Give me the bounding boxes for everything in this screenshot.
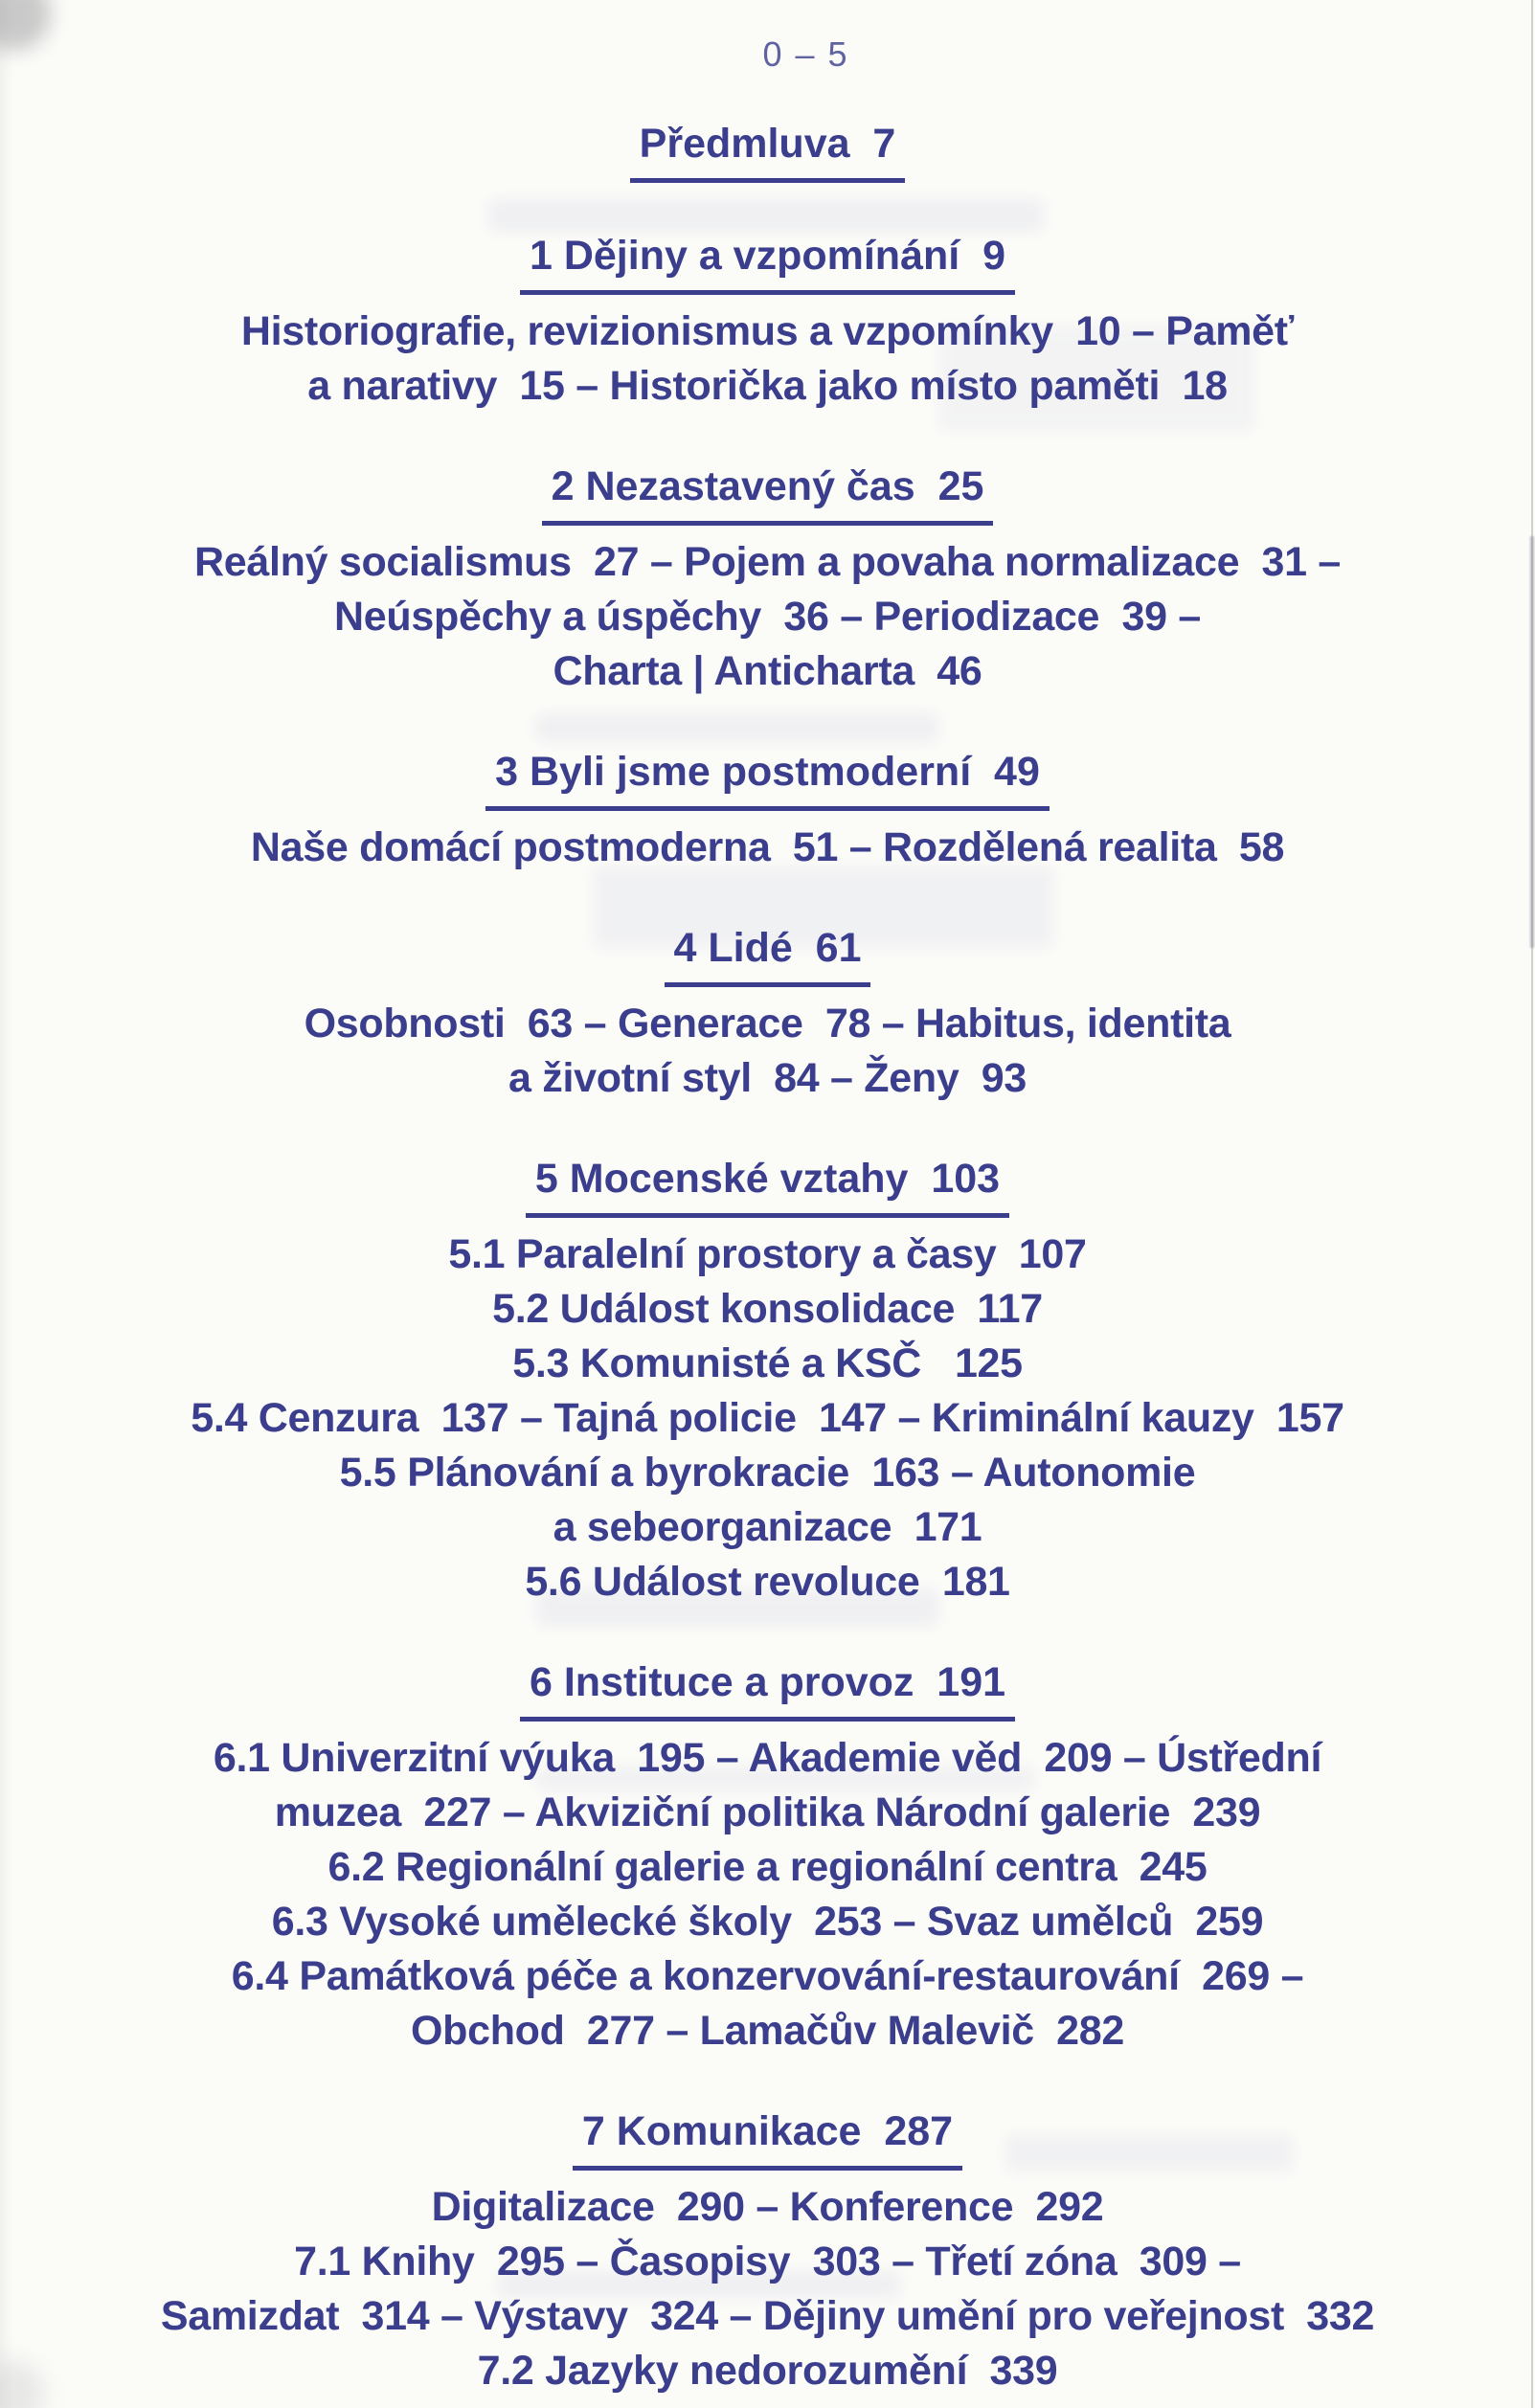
table-of-contents [0,117,1535,2398]
toc-section [0,1655,1535,2059]
toc-entry-line: Historiografie, revizionismus a vzpomínky 10 – Paměť [240,308,1295,354]
toc-entry-line: a sebeorganizace 171 [553,1504,982,1550]
toc-entry-line: 7.2 Jazyky nedorozumění 339 [477,2348,1058,2394]
toc-entry-line: 6.4 Památková péče a konzervování-restaurování 269 – [231,1953,1304,1999]
toc-entry-line: 5.4 Cenzura 137 – Tajná policie 147 – Kriminální kauzy 157 [191,1395,1344,1441]
toc-section [0,921,1535,1106]
toc-entry-line: Obchod 277 – Lamačův Malevič 282 [410,2008,1125,2054]
toc-section-heading-text: 7 Komunikace 287 [573,2104,962,2171]
toc-entry-line: Digitalizace 290 – Konference 292 [431,2184,1104,2230]
toc-entry-line: a životní styl 84 – Ženy 93 [508,1055,1027,1101]
toc-entry-line: 5.2 Událost konsolidace 117 [492,1286,1043,1332]
toc-section [0,2104,1535,2398]
page-number-range-header: 0 – 5 [762,34,849,74]
toc-section-heading [0,117,1535,183]
toc-section-heading-text: Předmluva 7 [630,117,906,183]
toc-section [0,460,1535,699]
toc-section-heading-text: 6 Instituce a provoz 191 [520,1655,1015,1722]
toc-section [0,1152,1535,1609]
toc-entry-line: 5.5 Plánování a byrokracie 163 – Autonomie [339,1450,1196,1496]
toc-section-heading [0,1152,1535,1218]
toc-entry-line: Reálný socialismus 27 – Pojem a povaha normalizace 31 – [193,539,1342,585]
toc-entry-line: 5.3 Komunisté a KSČ 125 [512,1340,1023,1386]
toc-entry-line: 7.1 Knihy 295 – Časopisy 303 – Třetí zóna 309 – [294,2239,1241,2284]
toc-section-heading [0,229,1535,295]
toc-section [0,229,1535,414]
toc-entry-line: 6.1 Univerzitní výuka 195 – Akademie věd 209 – Ústřední [213,1735,1322,1781]
toc-section-heading [0,2104,1535,2171]
toc-entry-line: Charta | Anticharta 46 [553,648,982,694]
toc-section-heading-text: 3 Byli jsme postmoderní 49 [485,745,1050,811]
toc-section-heading [0,921,1535,987]
toc-entry-line: Samizdat 314 – Výstavy 324 – Dějiny umění pro veřejnost 332 [160,2293,1375,2339]
toc-entry-line: Naše domácí postmoderna 51 – Rozdělená realita 58 [250,824,1285,870]
toc-section [0,745,1535,875]
toc-entry-line: Osobnosti 63 – Generace 78 – Habitus, identita [304,1001,1231,1046]
toc-section-heading-text: 5 Mocenské vztahy 103 [526,1152,1009,1218]
toc-section-heading-text: 2 Nezastavený čas 25 [542,460,994,526]
toc-entry-line: a narativy 15 – Historička jako místo paměti 18 [307,363,1228,409]
toc-section [0,117,1535,183]
toc-section-heading-text: 1 Dějiny a vzpomínání 9 [520,229,1015,295]
toc-entry-line: 5.6 Událost revoluce 181 [525,1559,1010,1605]
toc-entry-line: muzea 227 – Akviziční politika Národní galerie 239 [274,1789,1261,1835]
toc-section-heading [0,460,1535,526]
toc-section-heading [0,1655,1535,1722]
toc-entry-line: Neúspěchy a úspěchy 36 – Periodizace 39 – [334,594,1201,640]
toc-entry-line: 6.3 Vysoké umělecké školy 253 – Svaz umělců 259 [271,1899,1264,1945]
toc-section-heading [0,745,1535,811]
toc-entry-line: 6.2 Regionální galerie a regionální centra 245 [327,1844,1208,1890]
toc-entry-line: 5.1 Paralelní prostory a časy 107 [448,1231,1087,1277]
toc-section-heading-text: 4 Lidé 61 [665,921,871,987]
